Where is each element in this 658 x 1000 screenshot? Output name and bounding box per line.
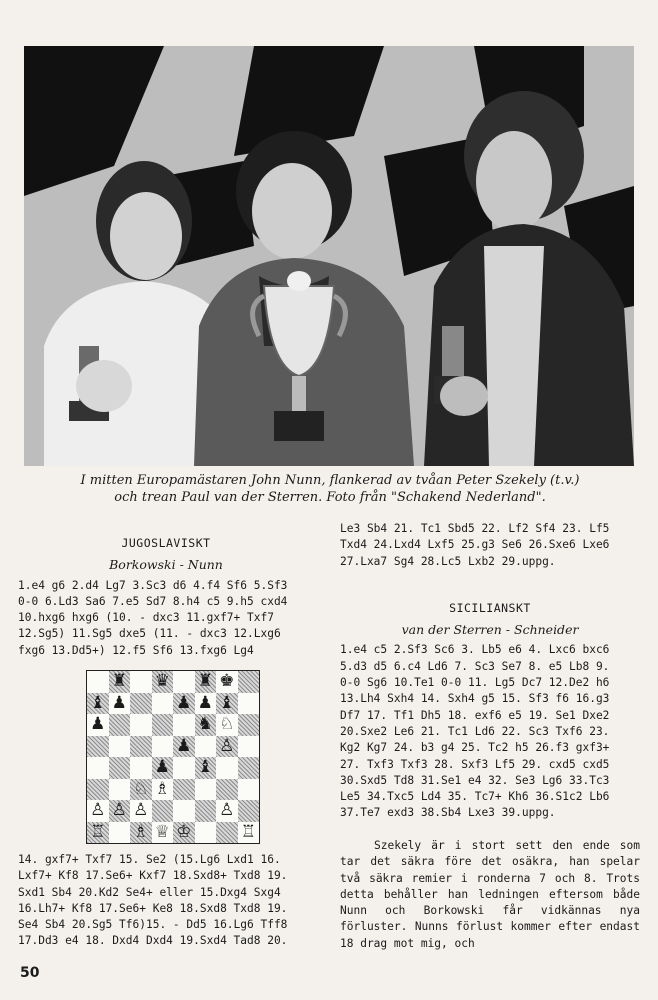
chess-board-grid xyxy=(87,671,259,843)
game2-moves-line: 1.e4 c5 2.Sf3 Sc6 3. Lb5 e6 4. Lxc6 bxc6 xyxy=(340,643,610,657)
board-square xyxy=(216,693,238,715)
chess-piece: ♟ xyxy=(111,692,127,713)
game2-moves-line: Kg2 Kg7 24. b3 g4 25. Tc2 h5 26.f3 gxf3+ xyxy=(340,741,610,755)
chess-piece: ♝ xyxy=(197,757,213,778)
board-square xyxy=(216,779,238,801)
chess-piece: ♖ xyxy=(90,821,106,842)
chess-diagram xyxy=(86,670,260,844)
chess-piece: ♟ xyxy=(197,692,213,713)
chess-piece: ♝ xyxy=(90,692,106,713)
page-number: 50 xyxy=(20,965,40,981)
right-column xyxy=(340,521,640,822)
chess-piece: ♟ xyxy=(176,692,192,713)
chess-piece: ♖ xyxy=(240,821,256,842)
board-square xyxy=(109,736,131,758)
chess-piece: ♗ xyxy=(133,821,149,842)
board-square xyxy=(216,714,238,736)
chess-piece: ♗ xyxy=(154,778,170,799)
board-square xyxy=(238,822,260,844)
chess-piece: ♜ xyxy=(111,671,127,692)
board-square xyxy=(87,714,109,736)
photo-caption xyxy=(30,472,630,506)
board-square xyxy=(152,757,174,779)
board-square xyxy=(109,779,131,801)
board-square xyxy=(173,822,195,844)
chess-piece: ♘ xyxy=(219,714,235,735)
board-square xyxy=(130,693,152,715)
board-square xyxy=(173,736,195,758)
board-square xyxy=(195,822,217,844)
board-square xyxy=(195,693,217,715)
board-square xyxy=(238,671,260,693)
board-square xyxy=(87,800,109,822)
board-square xyxy=(216,757,238,779)
board-square xyxy=(238,800,260,822)
board-square xyxy=(238,757,260,779)
photo xyxy=(24,46,634,466)
board-square xyxy=(130,671,152,693)
game1-continuation-line: Lxf7+ Kf8 17.Se6+ Kxf7 18.Sxd8+ Txd8 19. xyxy=(18,869,288,883)
board-square xyxy=(152,714,174,736)
board-square xyxy=(238,779,260,801)
board-square xyxy=(195,800,217,822)
board-square xyxy=(87,693,109,715)
chess-piece: ♜ xyxy=(197,671,213,692)
board-square xyxy=(109,714,131,736)
chess-piece: ♙ xyxy=(90,800,106,821)
game1-moves-line: 0-0 6.Ld3 Sa6 7.e5 Sd7 8.h4 c5 9.h5 cxd4 xyxy=(18,594,288,608)
board-square xyxy=(238,736,260,758)
game1-section-title: JUGOSLAVISKT xyxy=(121,536,211,550)
board-square xyxy=(152,779,174,801)
board-square xyxy=(87,822,109,844)
game1-end-line: 27.Lxa7 Sg4 28.Lc5 Lxb2 29.uppg. xyxy=(340,554,556,568)
chess-piece: ♙ xyxy=(133,800,149,821)
board-square xyxy=(152,800,174,822)
board-square xyxy=(195,714,217,736)
board-square xyxy=(152,693,174,715)
board-square xyxy=(173,693,195,715)
game1-end-line: Le3 Sb4 21. Tc1 Sbd5 22. Lf2 Sf4 23. Lf5 xyxy=(340,522,610,535)
board-square xyxy=(109,671,131,693)
board-square xyxy=(173,800,195,822)
chess-piece: ♛ xyxy=(154,671,170,692)
game2-moves-line: Df7 17. Tf1 Dh5 18. exf6 e5 19. Se1 Dxe2 xyxy=(340,708,610,722)
game2-moves-line: 37.Te7 exd3 38.Sb4 Lxe3 39.uppg. xyxy=(340,806,556,820)
commentary-paragraph xyxy=(340,838,640,952)
game1-continuation-line: 16.Lh7+ Kf8 17.Se6+ Ke8 18.Sxd8 Txd8 19. xyxy=(18,901,288,915)
game2-moves-line: 30.Sxd5 Td8 31.Se1 e4 32. Se3 Lg6 33.Tc3 xyxy=(340,773,610,787)
game2-players: van der Sterren - Schneider xyxy=(401,622,579,638)
caption-line-1: I mitten Europamästaren John Nunn, flankerad av tvåan Peter Szekely (t.v.) xyxy=(80,473,580,488)
chess-piece: ♙ xyxy=(219,800,235,821)
chess-piece: ♟ xyxy=(154,757,170,778)
board-square xyxy=(109,800,131,822)
board-square xyxy=(152,736,174,758)
board-square xyxy=(109,822,131,844)
board-square xyxy=(195,736,217,758)
chess-piece: ♝ xyxy=(219,692,235,713)
board-square xyxy=(216,736,238,758)
game1-moves-line: 12.Sg5) 11.Sg5 dxe5 (11. - dxc3 12.Lxg6 xyxy=(18,627,281,641)
game2-moves-line: 27. Txf3 Txf3 28. Sxf3 Lf5 29. cxd5 cxd5 xyxy=(340,757,610,771)
board-square xyxy=(238,693,260,715)
board-square xyxy=(130,779,152,801)
chess-piece: ♔ xyxy=(176,821,192,842)
board-square xyxy=(173,671,195,693)
board-square xyxy=(216,800,238,822)
board-square xyxy=(173,779,195,801)
chess-piece: ♚ xyxy=(219,671,235,692)
game1-continuation-line: 17.Dd3 e4 18. Dxd4 Dxd4 19.Sxd4 Tad8 20. xyxy=(18,934,288,948)
commentary-text: Szekely är i stort sett den ende som tar det säkra före det osäkra, han spelar två säkra remier i ronderna 7 och 8. Trots detta behåller han ledningen eftersom både Nunn och Borkowski får vidkännas nya förluster. Nunns förlust kommer efter endast 18 drag mot mig, och xyxy=(340,839,640,950)
chess-piece: ♕ xyxy=(154,821,170,842)
board-square xyxy=(195,779,217,801)
game1-players: Borkowski - Nunn xyxy=(109,557,223,573)
chess-piece: ♘ xyxy=(133,778,149,799)
game1-end-line: Txd4 24.Lxd4 Lxf5 25.g3 Se6 26.Sxe6 Lxe6 xyxy=(340,538,610,552)
board-square xyxy=(87,757,109,779)
chess-piece: ♞ xyxy=(197,714,213,735)
board-square xyxy=(109,757,131,779)
game1-continuation-line: Se4 Sb4 20.Sg5 Tf6)15. - Dd5 16.Lg6 Tff8 xyxy=(18,918,288,932)
game1-moves-line: 1.e4 g6 2.d4 Lg7 3.Sc3 d6 4.f4 Sf6 5.Sf3 xyxy=(18,578,288,592)
game2-moves-line: 5.d3 d5 6.c4 Ld6 7. Sc3 Se7 8. e5 Lb8 9. xyxy=(340,659,610,673)
chess-piece: ♟ xyxy=(176,735,192,756)
board-square xyxy=(130,757,152,779)
game2-moves-line: 13.Lh4 Sxh4 14. Sxh4 g5 15. Sf3 f6 16.g3 xyxy=(340,692,610,706)
game2-moves-line: Le5 34.Txc5 Ld4 35. Tc7+ Kh6 36.S1c2 Lb6 xyxy=(340,790,610,804)
game2-section-title: SICILIANSKT xyxy=(449,600,531,615)
board-square xyxy=(87,779,109,801)
board-square xyxy=(130,714,152,736)
game2-moves-line: 20.Sxe2 Le6 21. Tc1 Ld6 22. Sc3 Txf6 23. xyxy=(340,724,610,738)
photo-illustration xyxy=(24,46,634,466)
caption-line-2: och trean Paul van der Sterren. Foto från "Schakend Nederland". xyxy=(114,490,546,505)
game1-moves-line: 10.hxg6 hxg6 (10. - dxc3 11.gxf7+ Txf7 xyxy=(18,611,274,625)
board-square xyxy=(109,693,131,715)
chess-piece: ♟ xyxy=(90,714,106,735)
game2-moves-line: 0-0 Sg6 10.Te1 0-0 11. Lg5 Dc7 12.De2 h6 xyxy=(340,676,610,690)
game1-continuation xyxy=(18,852,328,950)
board-square xyxy=(173,714,195,736)
board-square xyxy=(173,757,195,779)
board-square xyxy=(152,671,174,693)
game1-continuation-line: Sxd1 Sb4 20.Kd2 Se4+ eller 15.Dxg4 Sxg4 xyxy=(18,885,281,899)
board-square xyxy=(152,822,174,844)
board-square xyxy=(195,671,217,693)
board-square xyxy=(130,822,152,844)
game1-continuation-line: 14. gxf7+ Txf7 15. Se2 (15.Lg6 Lxd1 16. xyxy=(18,853,281,866)
game1-column xyxy=(18,535,314,659)
board-square xyxy=(195,757,217,779)
chess-piece: ♙ xyxy=(219,735,235,756)
chess-piece: ♙ xyxy=(111,800,127,821)
board-square xyxy=(238,714,260,736)
board-square xyxy=(87,736,109,758)
board-square xyxy=(216,822,238,844)
board-square xyxy=(216,671,238,693)
board-square xyxy=(130,736,152,758)
game1-moves-line: fxg6 13.Dd5+) 12.f5 Sf6 13.fxg6 Lg4 xyxy=(18,643,254,657)
board-square xyxy=(130,800,152,822)
board-square xyxy=(87,671,109,693)
